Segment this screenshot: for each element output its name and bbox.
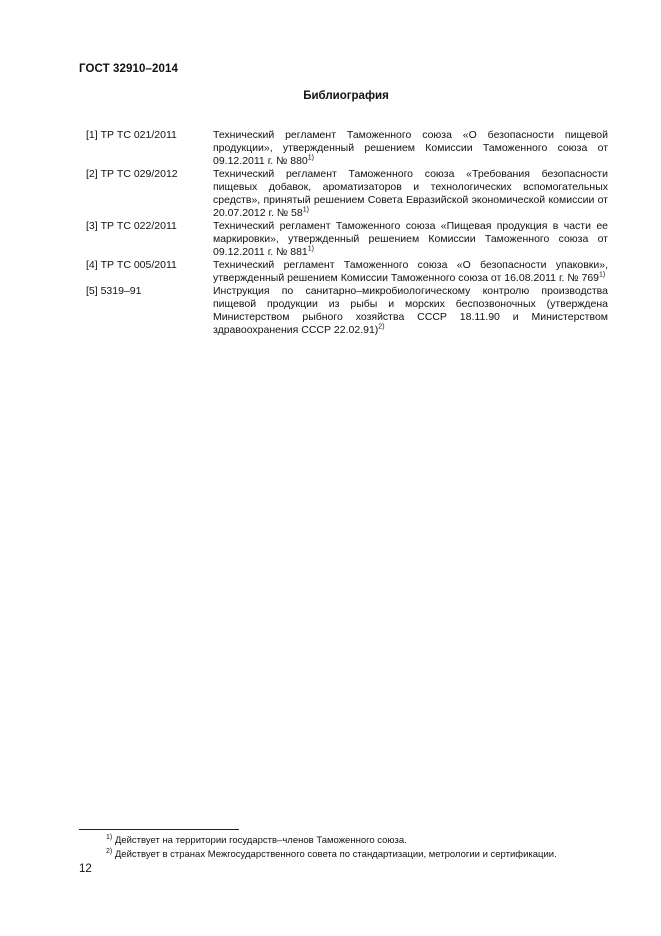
bibliography-entry	[86, 259, 608, 285]
footnotes	[106, 834, 606, 862]
entry-reference: [5] 5319–91	[86, 285, 142, 297]
document-code: ГОСТ 32910–2014	[79, 63, 179, 75]
entry-reference: [2] ТР ТС 029/2012	[86, 168, 178, 180]
entry-description	[213, 129, 608, 168]
entry-text: Технический регламент Таможенного союза «О безопасности упаковки», утвержденный решением Комиссии Таможенного союза от 16.08.2011 г. № 769	[213, 259, 608, 284]
page-number: 12	[79, 863, 92, 875]
footnote-marker: 1)	[307, 245, 315, 253]
entry-reference: [4] ТР ТС 005/2011	[86, 259, 177, 271]
entry-description	[213, 168, 608, 220]
footnote-separator	[79, 829, 239, 830]
entry-text: Технический регламент Таможенного союза «Требования безопасности пищевых добавок, ароматизаторов и технологических вспомогательных средств», принятый решением Совета Евразийской экономической комиссии от 20.07.2012 г. № 58	[213, 168, 608, 219]
entry-description	[213, 285, 608, 337]
footnote	[106, 834, 606, 848]
footnote-text: Действует на территории государств–членов Таможенного союза.	[112, 835, 407, 846]
entry-reference: [1] ТР ТС 021/2011	[86, 129, 177, 141]
entry-description	[213, 220, 608, 259]
bibliography-entry	[86, 220, 608, 259]
footnote	[106, 848, 606, 862]
section-title: Библиография	[303, 90, 389, 102]
bibliography-entry	[86, 168, 608, 220]
footnote-mark: 1)	[106, 833, 113, 841]
footnote-mark: 2)	[106, 847, 113, 855]
footnote-marker: 1)	[302, 206, 309, 214]
entry-description	[213, 259, 608, 285]
bibliography-entry	[86, 129, 608, 168]
footnote-marker: 2)	[378, 323, 385, 331]
entry-text: Инструкция по санитарно–микробиологическому контролю производства пищевой продукции из рыбы и морских беспозвоночных (утверждена Министерством рыбного хозяйства СССР 18.11.90 и Министерством здравоохранения СССР 22.02.91)	[213, 285, 608, 336]
bibliography-entry	[86, 285, 608, 337]
entry-reference: [3] ТР ТС 022/2011	[86, 220, 177, 232]
entry-text: Технический регламент Таможенного союза «О безопасности пищевой продукции», утвержденный решением Комиссии Таможенного союза от 09.12.2011 г. № 880	[213, 129, 608, 167]
footnote-marker: 1)	[599, 271, 606, 279]
footnote-marker: 1)	[307, 154, 315, 162]
entry-text: Технический регламент Таможенного союза «Пищевая продукция в части ее маркировки», утвержденный решением Комиссии Таможенного союза от 09.12.2011 г. № 881	[213, 220, 608, 258]
bibliography-list	[86, 129, 608, 337]
footnote-text: Действует в странах Межгосударственного совета по стандартизации, метрологии и сертификации.	[112, 849, 557, 860]
